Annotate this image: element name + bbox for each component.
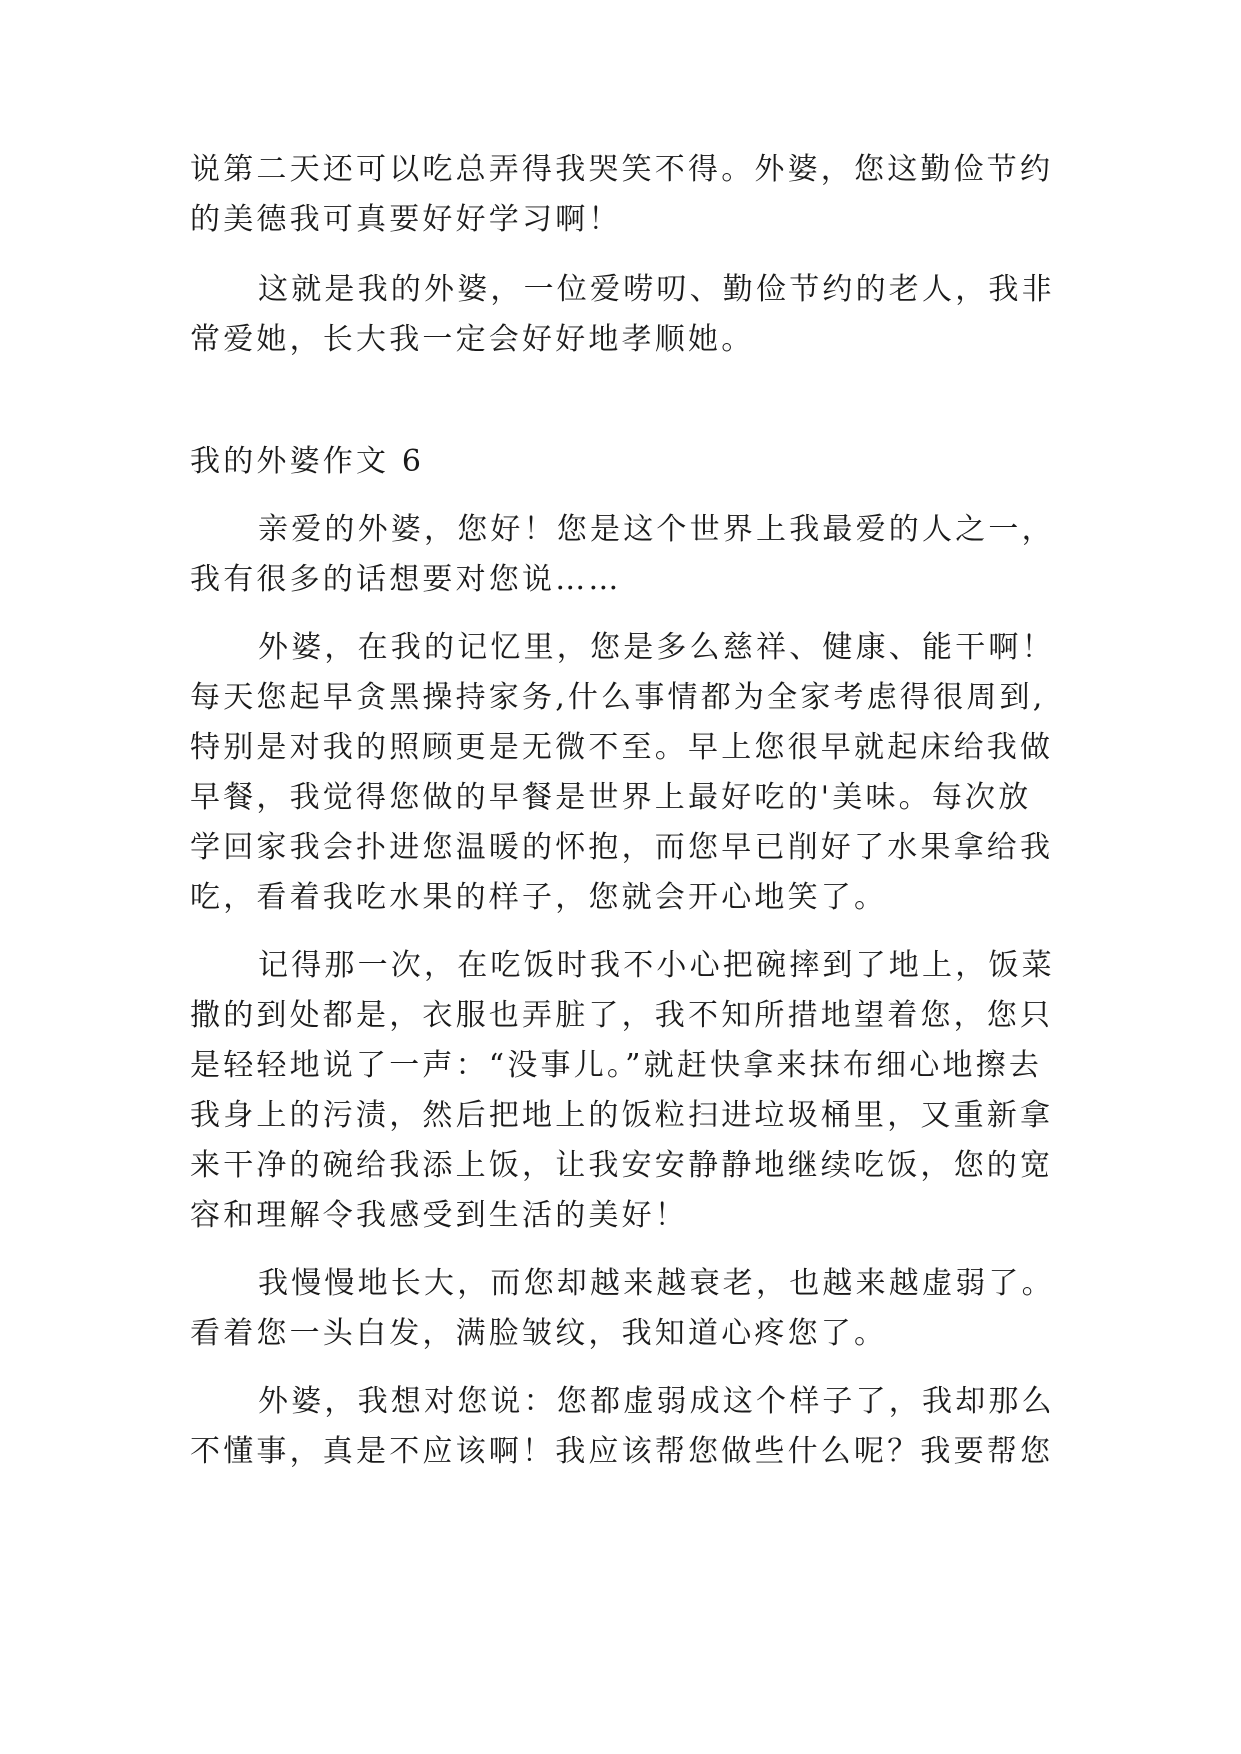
text-line: 是轻轻地说了一声：“没事儿。”就赶快拿来抹布细心地擦去 (190, 1048, 1043, 1083)
text-line: 特别是对我的照顾更是无微不至。早上您很早就起床给我做 (190, 730, 1054, 765)
text-line: 常爱她，长大我一定会好好地孝顺她。 (190, 322, 755, 357)
text-line: 不懂事，真是不应该啊！我应该帮您做些什么呢？我要帮您 (190, 1434, 1054, 1469)
paragraph-start: 外婆，我想对您说：您都虚弱成这个样子了，我却那么 (258, 1384, 1055, 1419)
paragraph-start: 我慢慢地长大，而您却越来越衰老，也越来越虚弱了。 (258, 1266, 1055, 1301)
text-line: 学回家我会扑进您温暖的怀抱，而您早已削好了水果拿给我 (190, 830, 1054, 865)
text-line: 撒的到处都是，衣服也弄脏了，我不知所措地望着您，您只 (190, 998, 1054, 1033)
text-line: 说第二天还可以吃总弄得我哭笑不得。外婆，您这勤俭节约 (190, 152, 1054, 187)
text-line: 的美德我可真要好好学习啊！ (190, 202, 622, 237)
text-line: 看着您一头白发，满脸皱纹，我知道心疼您了。 (190, 1316, 888, 1351)
section-heading: 我的外婆作文 6 (190, 444, 425, 479)
text-line: 容和理解令我感受到生活的美好！ (190, 1198, 688, 1233)
text-line: 来干净的碗给我添上饭，让我安安静静地继续吃饭，您的宽 (190, 1148, 1054, 1183)
paragraph-start: 记得那一次，在吃饭时我不小心把碗摔到了地上，饭菜 (258, 948, 1055, 983)
text-line: 每天您起早贪黑操持家务,什么事情都为全家考虑得很周到, (190, 680, 1046, 715)
paragraph-start: 亲爱的外婆，您好！您是这个世界上我最爱的人之一， (258, 512, 1055, 547)
text-line: 我有很多的话想要对您说…… (190, 562, 622, 597)
text-line: 吃，看着我吃水果的样子，您就会开心地笑了。 (190, 880, 888, 915)
paragraph-start: 外婆，在我的记忆里，您是多么慈祥、健康、能干啊！ (258, 630, 1055, 665)
text-line: 早餐，我觉得您做的早餐是世界上最好吃的'美味。每次放 (190, 780, 1032, 815)
text-line: 我身上的污渍，然后把地上的饭粒扫进垃圾桶里，又重新拿 (190, 1098, 1054, 1133)
paragraph-start: 这就是我的外婆，一位爱唠叨、勤俭节约的老人，我非 (258, 272, 1055, 307)
